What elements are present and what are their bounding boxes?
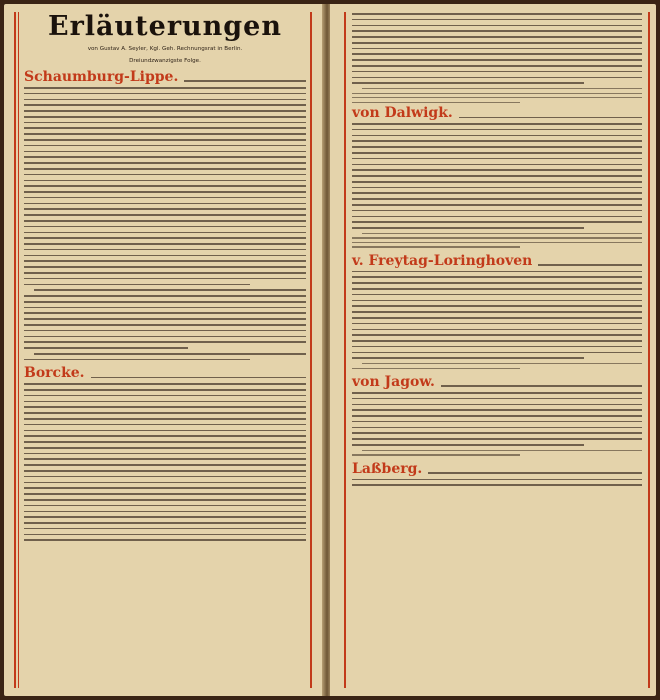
entry-body-text bbox=[352, 392, 642, 446]
right-inner-rule bbox=[344, 12, 346, 688]
family-name-heading: von Dalwigk. bbox=[352, 105, 453, 122]
arms-description bbox=[352, 88, 642, 103]
left-page bbox=[4, 4, 324, 696]
left-frame-rule-thin bbox=[18, 12, 19, 688]
family-name-heading: Laßberg. bbox=[352, 460, 423, 477]
entry-jagow bbox=[352, 375, 642, 456]
entry-schaumburg-lippe bbox=[24, 70, 306, 360]
left-page-content bbox=[24, 10, 306, 690]
left-frame-rule bbox=[14, 12, 16, 688]
series-note: Dreiundzwanzigste Folge. bbox=[129, 58, 201, 64]
continued-text bbox=[352, 13, 642, 84]
arms-description bbox=[352, 450, 642, 456]
author-byline: von Gustav A. Seyler, Kgl. Geh. Rechnungsrat in Berlin. bbox=[87, 46, 243, 52]
entry-borcke bbox=[24, 366, 306, 541]
page-title: Erläuterungen bbox=[47, 11, 282, 42]
right-page bbox=[330, 4, 656, 696]
family-name-heading: von Jagow. bbox=[352, 373, 435, 390]
arms-description bbox=[352, 363, 642, 369]
entry-freytag-loringhoven bbox=[352, 254, 642, 369]
left-inner-rule bbox=[310, 12, 312, 688]
entry-body-text bbox=[352, 271, 642, 359]
family-name-heading: Schaumburg-Lippe. bbox=[24, 69, 179, 85]
entry-body-text bbox=[352, 123, 642, 229]
right-frame-rule bbox=[648, 12, 650, 688]
entry-body-text bbox=[24, 383, 306, 541]
entry-dalwigk bbox=[352, 106, 642, 248]
family-name-heading: v. Freytag-Loringhoven bbox=[352, 252, 533, 269]
entry-body-text bbox=[352, 479, 642, 486]
arms-description bbox=[352, 233, 642, 248]
family-name-heading: Borcke. bbox=[24, 365, 85, 382]
entry-lassberg bbox=[352, 462, 642, 486]
entry-body-text bbox=[24, 87, 306, 360]
right-page-content bbox=[352, 10, 642, 690]
